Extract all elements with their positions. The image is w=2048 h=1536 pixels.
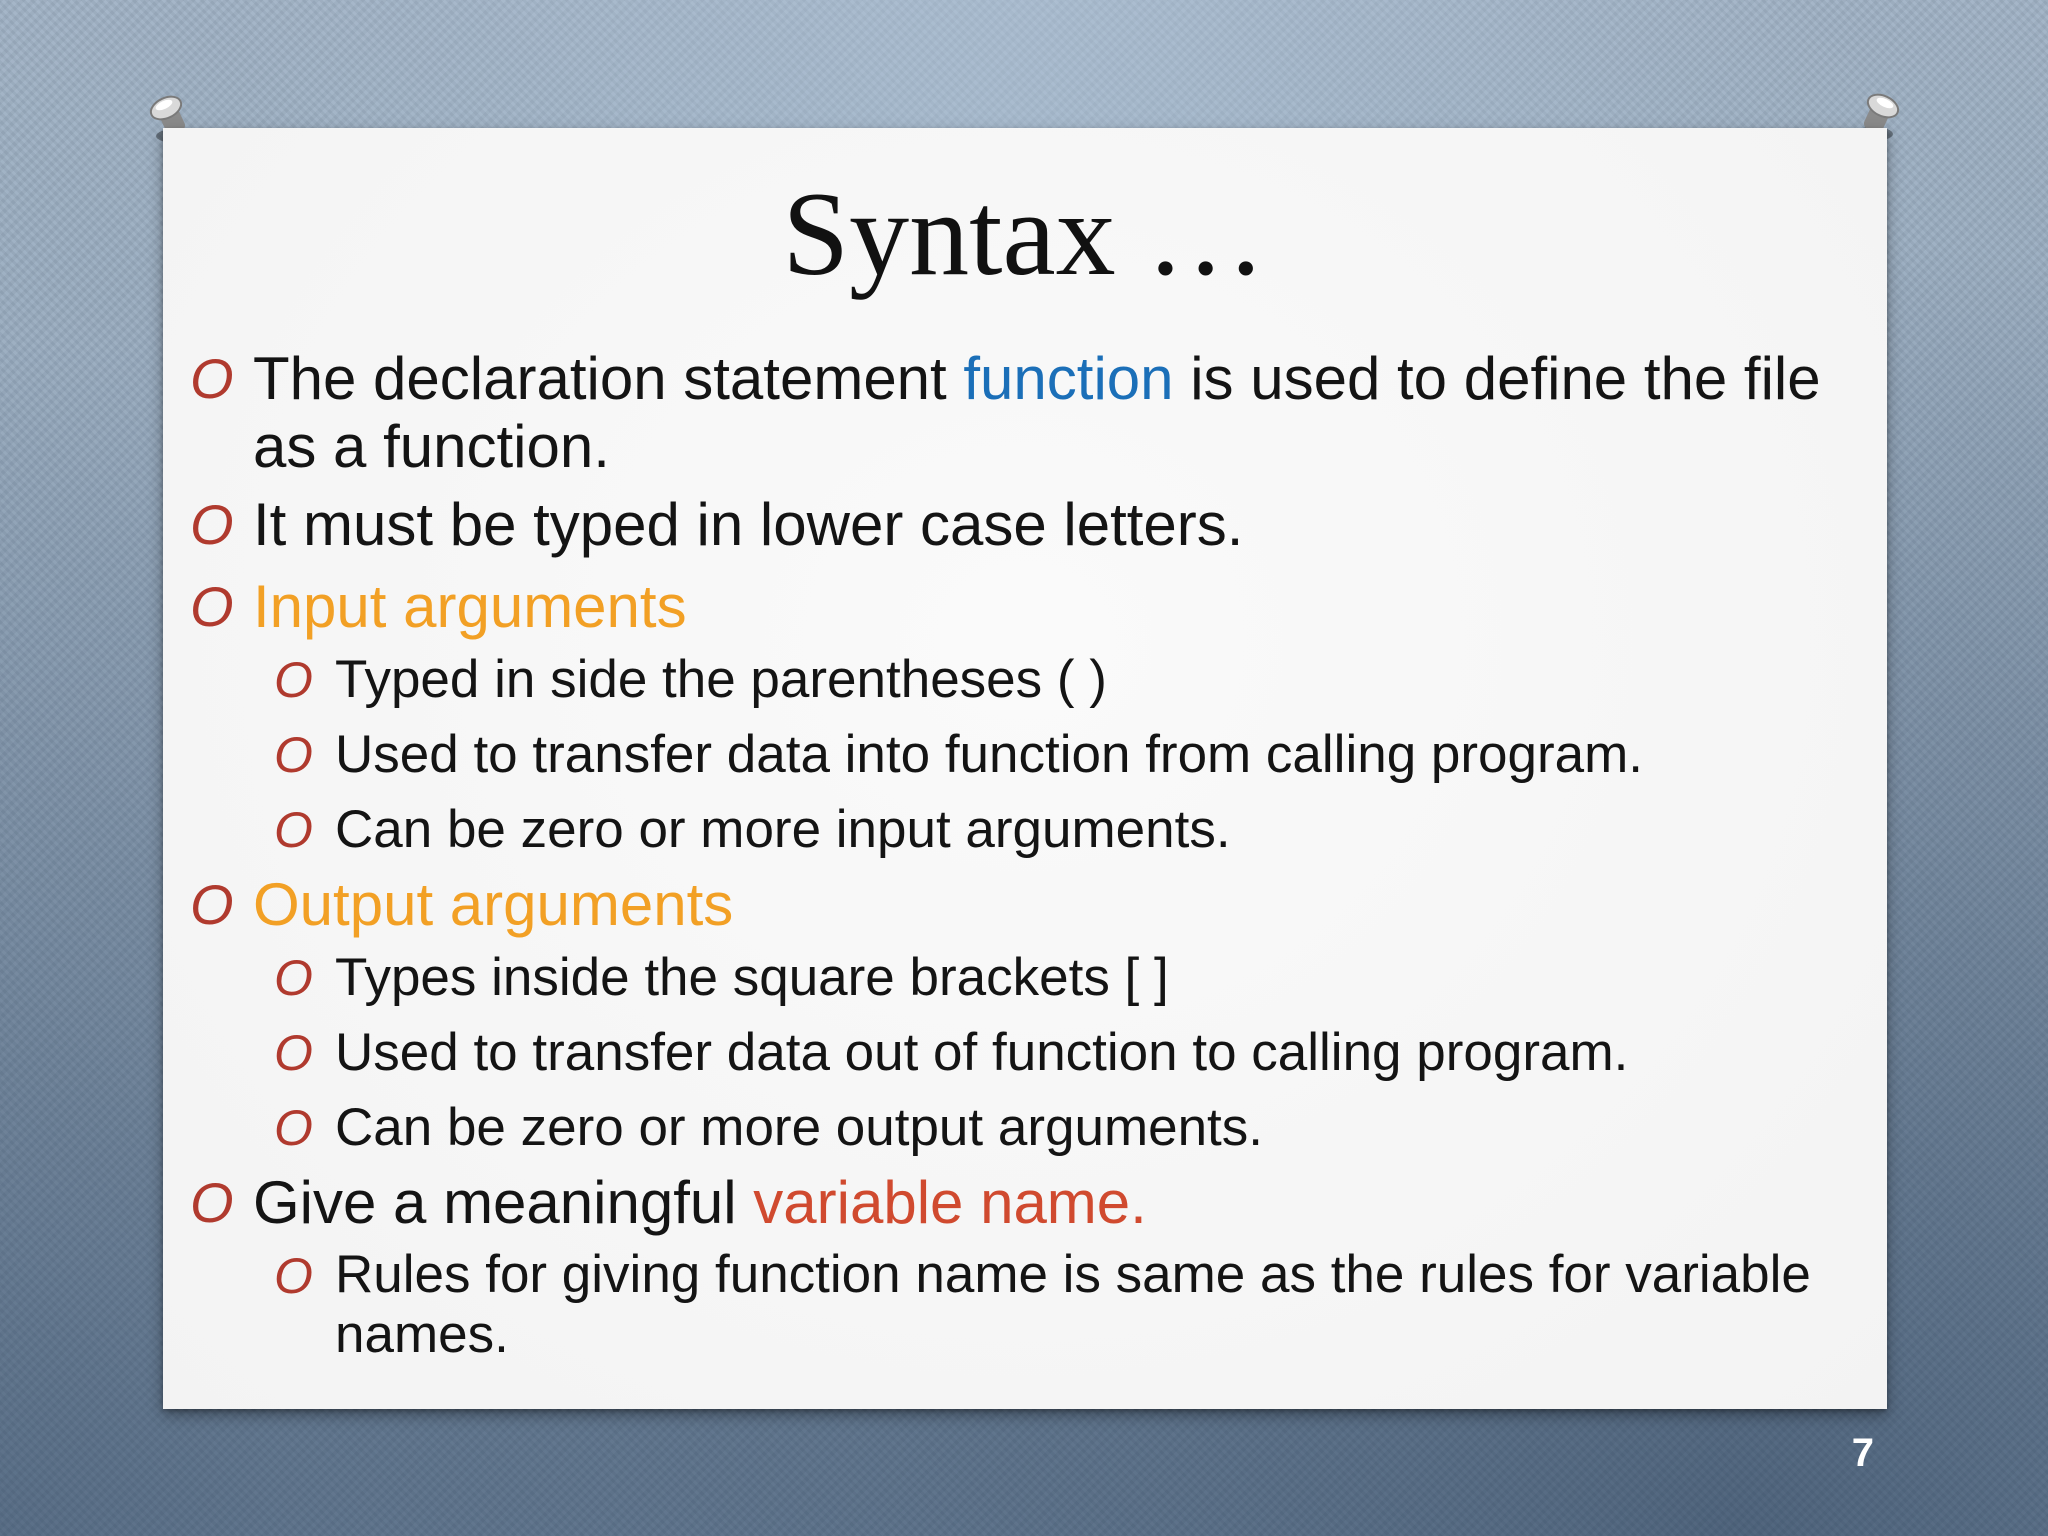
- bullet-marker-icon: O: [274, 727, 313, 783]
- bullet-list: [190, 345, 1830, 1365]
- list-item: [190, 799, 1830, 861]
- bullet-marker-icon: O: [274, 652, 313, 708]
- bullet-marker-icon: O: [274, 802, 313, 858]
- section-heading-input-arguments: Input arguments: [253, 573, 687, 640]
- bullet-marker-icon: O: [190, 1171, 234, 1234]
- bullet-text: Used to transfer data into function from calling program.: [335, 725, 1643, 784]
- section-heading-output-arguments: Output arguments: [253, 871, 734, 938]
- bullet-marker-icon: O: [190, 873, 234, 936]
- list-item: [190, 871, 1830, 939]
- highlight-variable-name: variable name.: [753, 1169, 1147, 1236]
- list-item: [190, 573, 1830, 641]
- list-item: [190, 724, 1830, 786]
- bullet-marker-icon: O: [274, 1025, 313, 1081]
- bullet-marker-icon: O: [190, 575, 234, 638]
- list-item: [190, 491, 1830, 559]
- list-item: [190, 649, 1830, 711]
- keyword-function: function: [963, 345, 1174, 412]
- bullet-marker-icon: O: [190, 347, 234, 410]
- bullet-text: Typed in side the parentheses ( ): [335, 650, 1107, 709]
- bullet-text: Rules for giving function name is same as the rules for variable names.: [335, 1245, 1811, 1364]
- list-item: [190, 1097, 1830, 1159]
- bullet-marker-icon: O: [274, 1100, 313, 1156]
- list-item: [190, 1169, 1830, 1237]
- list-item: [190, 947, 1830, 1009]
- bullet-text: Can be zero or more input arguments.: [335, 800, 1231, 859]
- page-number: 7: [1851, 1431, 1874, 1475]
- bullet-marker-icon: O: [274, 950, 313, 1006]
- bullet-text: Used to transfer data out of function to calling program.: [335, 1023, 1629, 1082]
- bullet-marker-icon: O: [274, 1248, 313, 1304]
- slide-title: Syntax …: [782, 167, 1266, 300]
- bullet-text: Give a meaningful variable name.: [253, 1169, 1147, 1236]
- bullet-text: The declaration statement function is used to define the file as a function.: [253, 345, 1821, 480]
- list-item: [190, 1022, 1830, 1084]
- list-item: [190, 345, 1830, 481]
- bullet-marker-icon: O: [190, 493, 234, 556]
- bullet-text: Can be zero or more output arguments.: [335, 1098, 1263, 1157]
- list-item: [190, 1245, 1830, 1365]
- bullet-text: It must be typed in lower case letters.: [253, 491, 1244, 558]
- bullet-text: Types inside the square brackets [ ]: [335, 948, 1169, 1007]
